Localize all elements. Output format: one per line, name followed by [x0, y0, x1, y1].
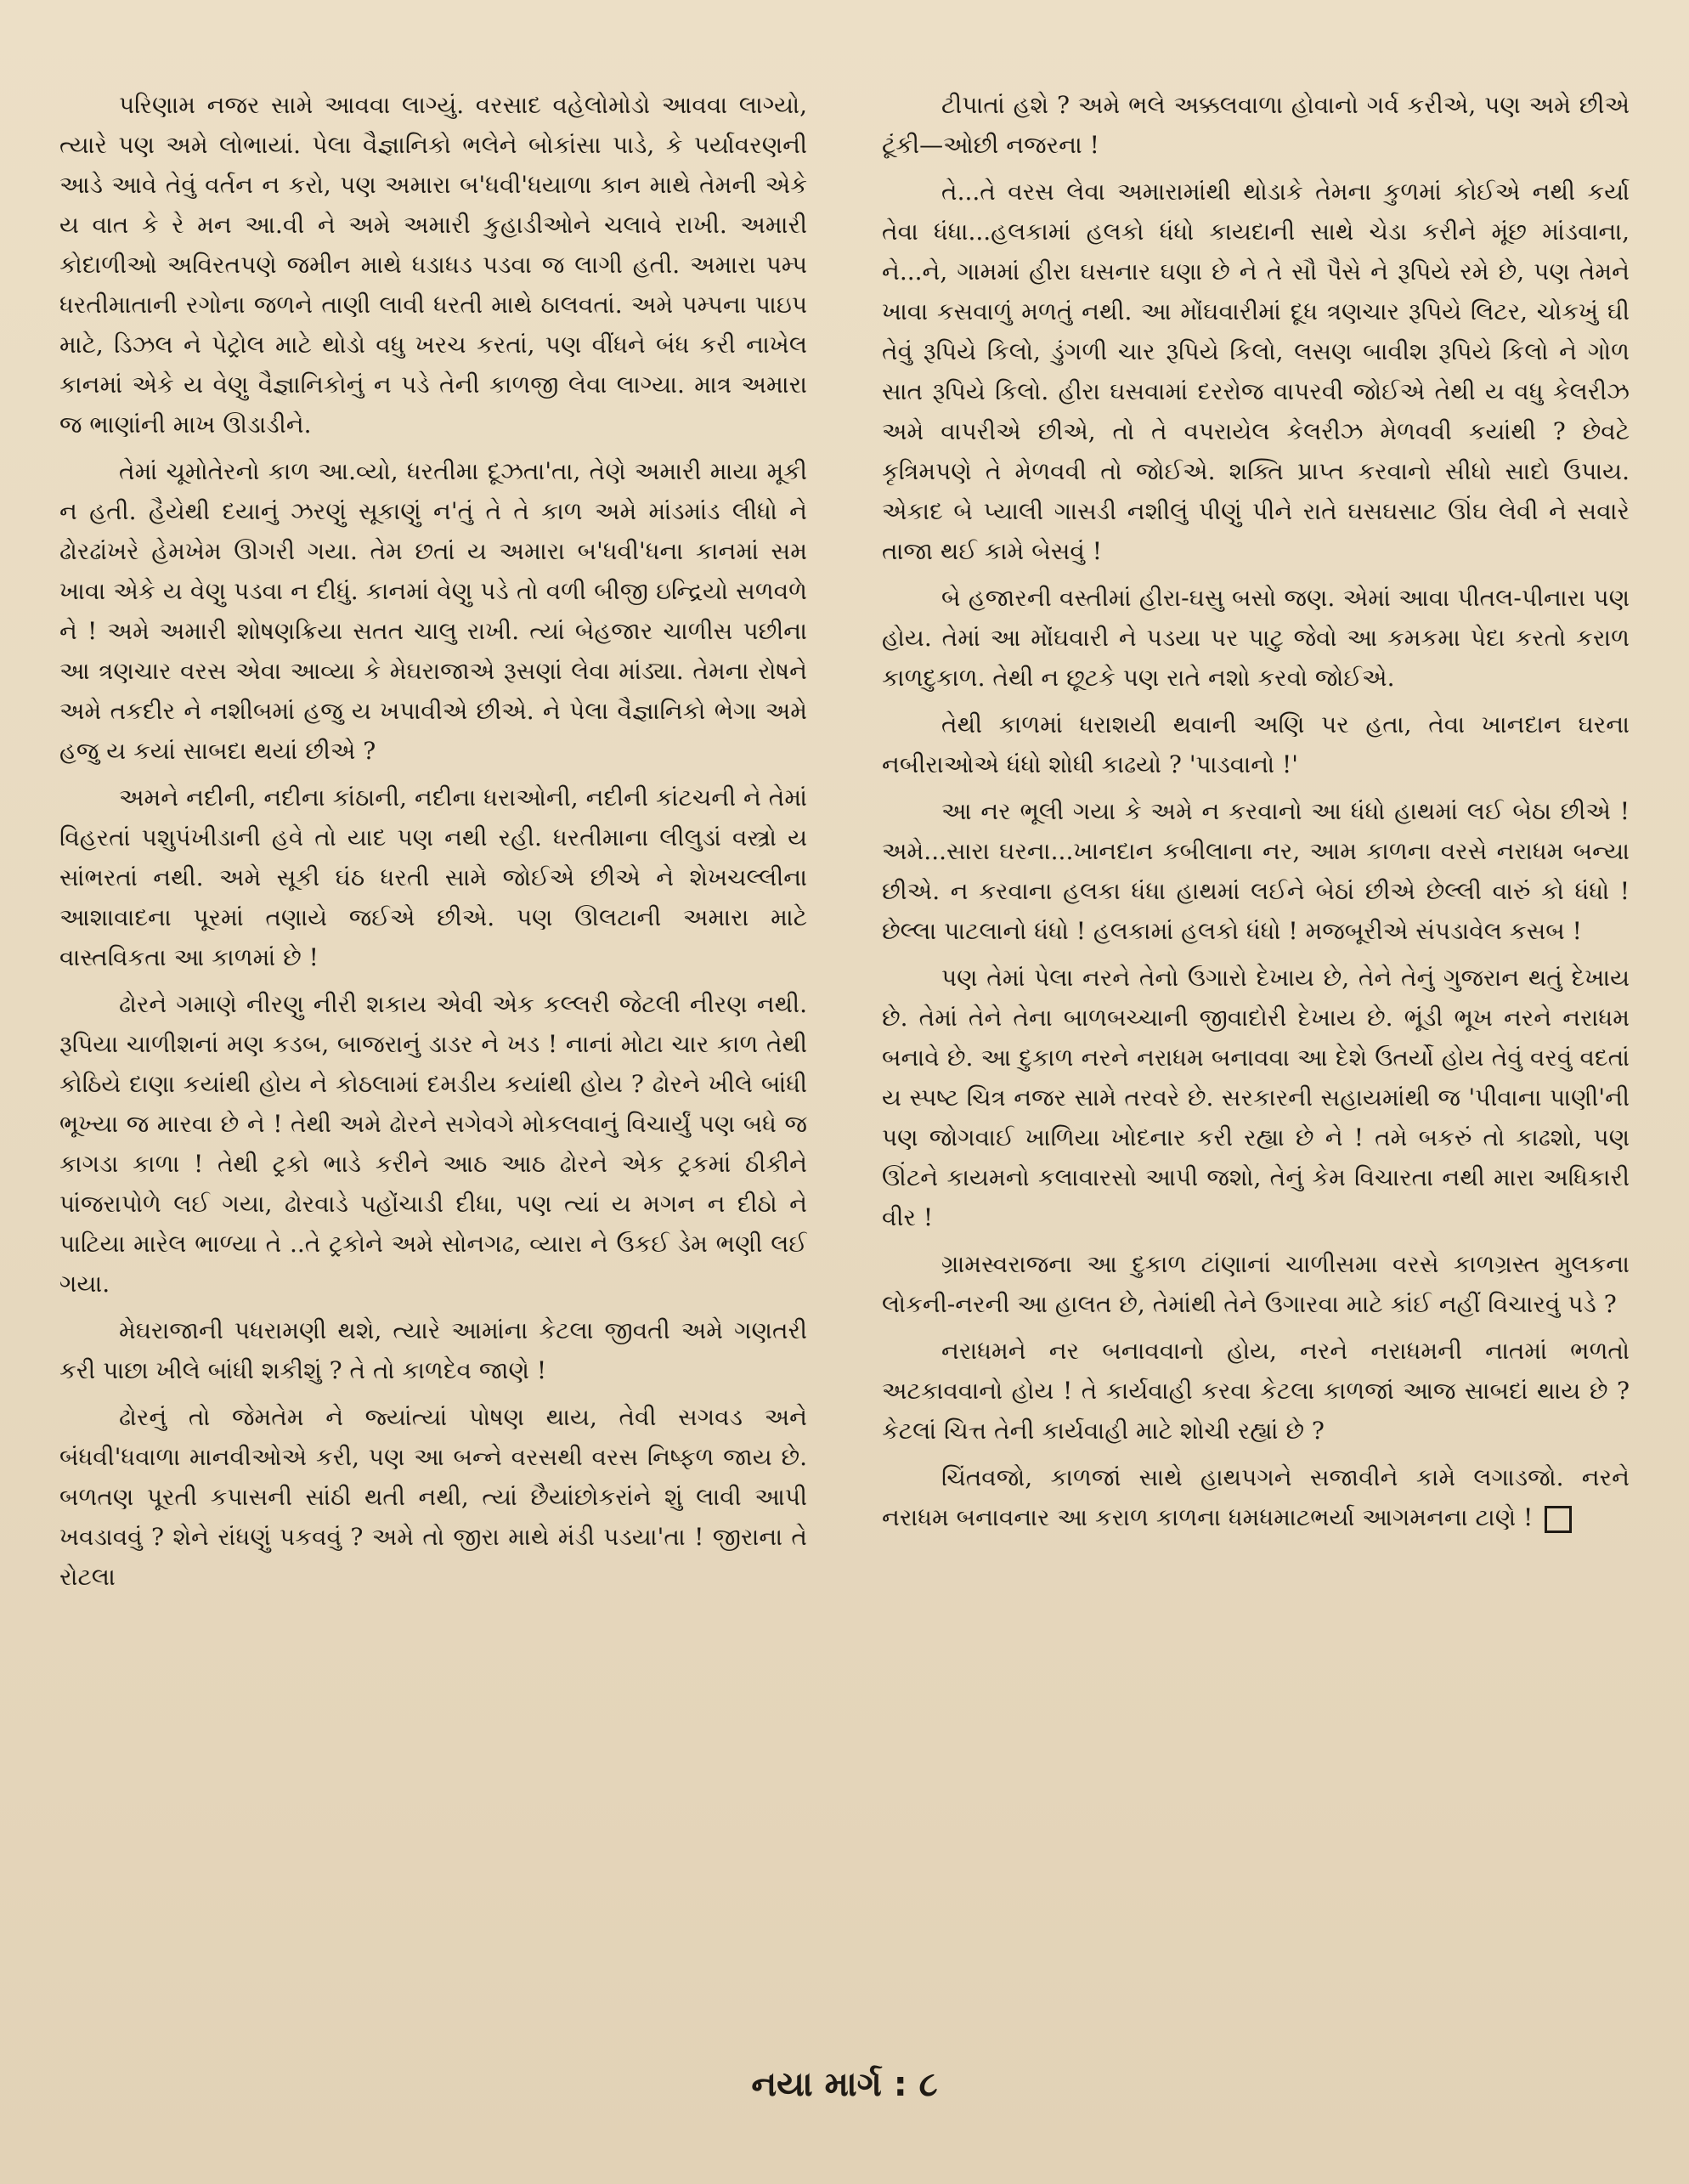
- left-column: [59, 85, 807, 2040]
- paragraph: પણ તેમાં પેલા નરને તેનો ઉગારો દેખાય છે, તેને તેનું ગુજરાન થતું દેખાય છે. તેમાં તેને તેના બાળબચ્ચાની જીવાદોરી દેખાય છે. ભૂંડી ભૂખ નરને નરાધમ બનાવે છે. આ દુકાળ નરને નરાધમ બનાવવા આ દેશે ઉતર્યો હોય તેવું વરવું વદતાં ય સ્પષ્ટ ચિત્ર નજર સામે તરવરે છે. સરકારની સહાયમાંથી જ 'પીવાના પાણી'ની પણ જોગવાઈ ખાળિયા ખોદનાર કરી રહ્યા છે ને ! તમે બકરું તો કાઢશો, પણ ઊંટને કાયમનો કલાવારસો આપી જશો, તેનું કેમ વિચારતા નથી મારા અધિકારી વીર !: [882, 964, 1630, 1231]
- paragraph: ઢોરને ગમાણે નીરણુ નીરી શકાય એવી એક કલ્લરી જેટલી નીરણ નથી. રૂપિયા ચાળીશનાં મણ કડબ, બાજરાનું ડાડર ને ખડ ! નાનાં મોટા ચાર કાળ તેથી કોઠિયે દાણા કયાંથી હોય ને કોઠલામાં દમડીય કયાંથી હોય ? ઢોરને ખીલે બાંધી ભૂખ્યા જ મારવા છે ને ! તેથી અમે ઢોરને સગેવગે મોકલવાનું વિચાર્યું પણ બધે જ કાગડા કાળા ! તેથી ટ્રકો ભાડે કરીને આઠ આઠ ઢોરને એક ટ્રકમાં ઠીકીને પાંજરાપોળે લઈ ગયા, ઢોરવાડે પહોંચાડી દીધા, પણ ત્યાં ય મગન ન દીઠો ને પાટિયા મારેલ ભાળ્યા તે ..તે ટ્રકોને અમે સોનગઢ, વ્યારા ને ઉકઈ ડેમ ભણી લઈ ગયા.: [59, 990, 807, 1298]
- paragraph: અમને નદીની, નદીના કાંઠાની, નદીના ધરાઓની, નદીની કાંટચની ને તેમાં વિહરતાં પશુપંખીડાની હવે તો યાદ પણ નથી રહી. ધરતીમાના લીલુડાં વસ્ત્રો ય સાંભરતાં નથી. અમે સૂકી ઘંઠ ધરતી સામે જોઈએ છીએ ને શેખચલ્લીના આશાવાદના પૂરમાં તણાયે જઈએ છીએ. પણ ઊલટાની અમારા માટે વાસ્તવિકતા આ કાળમાં છે !: [59, 784, 807, 971]
- article-body: [59, 85, 1630, 2040]
- paragraph: તેથી કાળમાં ધરાશયી થવાની અણિ પર હતા, તેવા ખાનદાન ઘરના નબીરાઓએ ધંધો શોધી કાઢયો ? 'પાડવાનો !': [882, 710, 1630, 778]
- paragraph: નરાધમને નર બનાવવાનો હોય, નરને નરાધમની નાતમાં ભળતો અટકાવવાનો હોય ! તે કાર્યવાહી કરવા કેટલા કાળજાં આજ સાબદાં થાય છે ? કેટલાં ચિત્ત તેની કાર્યવાહી માટે શોચી રહ્યાં છે ?: [882, 1337, 1630, 1445]
- page-footer: નયા માર્ગ : ૮: [751, 2065, 938, 2104]
- last-paragraph: [882, 1457, 1630, 1537]
- paragraph: ટીપાતાં હશે ? અમે ભલે અક્કલવાળા હોવાનો ગર્વ કરીએ, પણ અમે છીએ ટૂંકી—ઓછી નજરના !: [882, 91, 1630, 159]
- paragraph: બે હજારની વસ્તીમાં હીરા-ઘસુ બસો જણ. એમાં આવા પીતલ-પીનારા પણ હોય. તેમાં આ મોંઘવારી ને પડયા પર પાટુ જેવો આ કમકમા પેદા કરતો કરાળ કાળદુકાળ. તેથી ન છૂટકે પણ રાતે નશો કરવો જોઈએ.: [882, 584, 1630, 692]
- paragraph: આ નર ભૂલી ગયા કે અમે ન કરવાનો આ ધંધો હાથમાં લઈ બેઠા છીએ ! અમે...સારા ઘરના...ખાનદાન કબીલાના નર, આમ કાળના વરસે નરાધમ બન્યા છીએ. ન કરવાના હલકા ધંધા હાથમાં લઈને બેઠાં છીએ છેલ્લી વારું કો ધંધો ! છેલ્લા પાટલાનો ધંધો ! હલકામાં હલકો ધંધો ! મજબૂરીએ સંપડાવેલ કસબ !: [882, 797, 1630, 945]
- paragraph: પરિણામ નજર સામે આવવા લાગ્યું. વરસાદ વહેલોમોડો આવવા લાગ્યો, ત્યારે પણ અમે લોભાયાં. પેલા વૈજ્ઞાનિકો ભલેને બોકાંસા પાડે, કે પર્યાવરણની આડે આવે તેવું વર્તન ન કરો, પણ અમારા બ'ધવી'ધયાળા કાન માથે તેમની એકે ય વાત કે રે મન આ.વી ને અમે અમારી કુહાડીઓને ચલાવે રાખી. અમારી કોદાળીઓ અવિરતપણે જમીન માથે ધડાધડ પડવા જ લાગી હતી. અમારા પમ્પ ધરતીમાતાની રગોના જળને તાણી લાવી ધરતી માથે ઠાલવતાં. અમે પમ્પના પાઇપ માટે, ડિઝલ ને પેટ્રોલ માટે થોડો વધુ ખરચ કરતાં, પણ વીંધને બંધ કરી નાખેલ કાનમાં એકે ય વેણુ વૈજ્ઞાનિકોનું ન પડે તેની કાળજી લેવા લાગ્યા. માત્ર અમારા જ ભાણાંની માખ ઊડાડીને.: [59, 91, 807, 438]
- paragraph: તે...તે વરસ લેવા અમારામાંથી થોડાકે તેમના કુળમાં કોઈએ નથી કર્યા તેવા ધંધા...હલકામાં હલકો ધંધો કાયદાની સાથે ચેડા કરીને મૂંછ માંડવાના, ને...ને, ગામમાં હીરા ઘસનાર ઘણા છે ને તે સૌ પૈસે ને રૂપિયે રમે છે, પણ તેમને ખાવા કસવાળું મળતું નથી. આ મોંઘવારીમાં દૂધ ત્રણચાર રૂપિયે લિટર, ચોકખું ઘી તેવું રૂપિયે કિલો, ડુંગળી ચાર રૂપિયે કિલો, લસણ બાવીશ રૂપિયે કિલો ને ગોળ સાત રૂપિયે કિલો. હીરા ઘસવામાં દરરોજ વાપરવી જોઈએ તેથી ય વધુ કેલરીઝ અમે વાપરીએ છીએ, તો તે વપરાયેલ કેલરીઝ મેળવવી કયાંથી ? છેવટે કૃત્રિમપણે તે મેળવવી તો જોઈએ. શક્તિ પ્રાપ્ત કરવાનો સીધો સાદો ઉપાય. એકાદ બે પ્યાલી ગાસડી નશીલું પીણું પીને રાતે ઘસઘસાટ ઊંઘ લેવી ને સવારે તાજા થઈ કામે બેસવું !: [882, 178, 1630, 565]
- paragraph: તેમાં ચૂમોતેરનો કાળ આ.વ્યો, ધરતીમા દૂઝતા'તા, તેણે અમારી માયા મૂકી ન હતી. હૈયેથી દયાનું ઝરણું સૂકાણું ન'તું તે તે કાળ અમે માંડમાંડ લીધો ને ઢોરઢાંખરે હેમખેમ ઊગરી ગયા. તેમ છતાં ય અમારા બ'ધવી'ધના કાનમાં સમ ખાવા એકે ય વેણુ પડવા ન દીધું. કાનમાં વેણુ પડે તો વળી બીજી ઇન્દ્રિયો સળવળે ને ! અમે અમારી શોષણક્રિયા સતત ચાલુ રાખી. ત્યાં બેહજાર ચાળીસ પછીના આ ત્રણચાર વરસ એવા આવ્યા કે મેઘરાજાએ રૂસણાં લેવા માંડ્યા. તેમના રોષને અમે તકદીર ને નશીબમાં હજુ ય ખપાવીએ છીએ. ને પેલા વૈજ્ઞાનિકો ભેગા અમે હજુ ય કયાં સાબદા થયાં છીએ ?: [59, 457, 807, 765]
- right-column: [882, 85, 1630, 2040]
- end-of-article-box-icon: [1545, 1506, 1572, 1533]
- paragraph: ઢોરનું તો જેમતેમ ને જ્યાંત્યાં પોષણ થાય, તેવી સગવડ અને બંધવી'ધવાળા માનવીઓએ કરી, પણ આ બન્ને વરસથી વરસ નિષ્ફળ જાય છે. બળતણ પૂરતી કપાસની સાંઠી થતી નથી, ત્યાં છૈયાંછોકરાંને શું લાવી આપી ખવડાવવું ? શેને રાંધણું પકવવું ? અમે તો જીરા માથે મંડી પડયા'તા ! જીરાના તે રોટલા: [59, 1403, 807, 1591]
- paragraph-text: ચિંતવજો, કાળજાં સાથે હાથપગને સજાવીને કામે લગાડજો. નરને નરાધમ બનાવનાર આ કરાળ કાળના ધમધમાટભર્યા આગમનના ટાણે !: [882, 1463, 1630, 1531]
- paragraph: મેઘરાજાની પધરામણી થશે, ત્યારે આમાંના કેટલા જીવતી અમે ગણતરી કરી પાછા ખીલે બાંધી શકીશું ? તે તો કાળદેવ જાણે !: [59, 1316, 807, 1384]
- paragraph: ગ્રામસ્વરાજના આ દુકાળ ટાંણાનાં ચાળીસમા વરસે કાળગ્રસ્ત મુલકના લોકની-નરની આ હાલત છે, તેમાંથી તેને ઉગારવા માટે કાંઈ નહીં વિચારવું પડે ?: [882, 1250, 1630, 1318]
